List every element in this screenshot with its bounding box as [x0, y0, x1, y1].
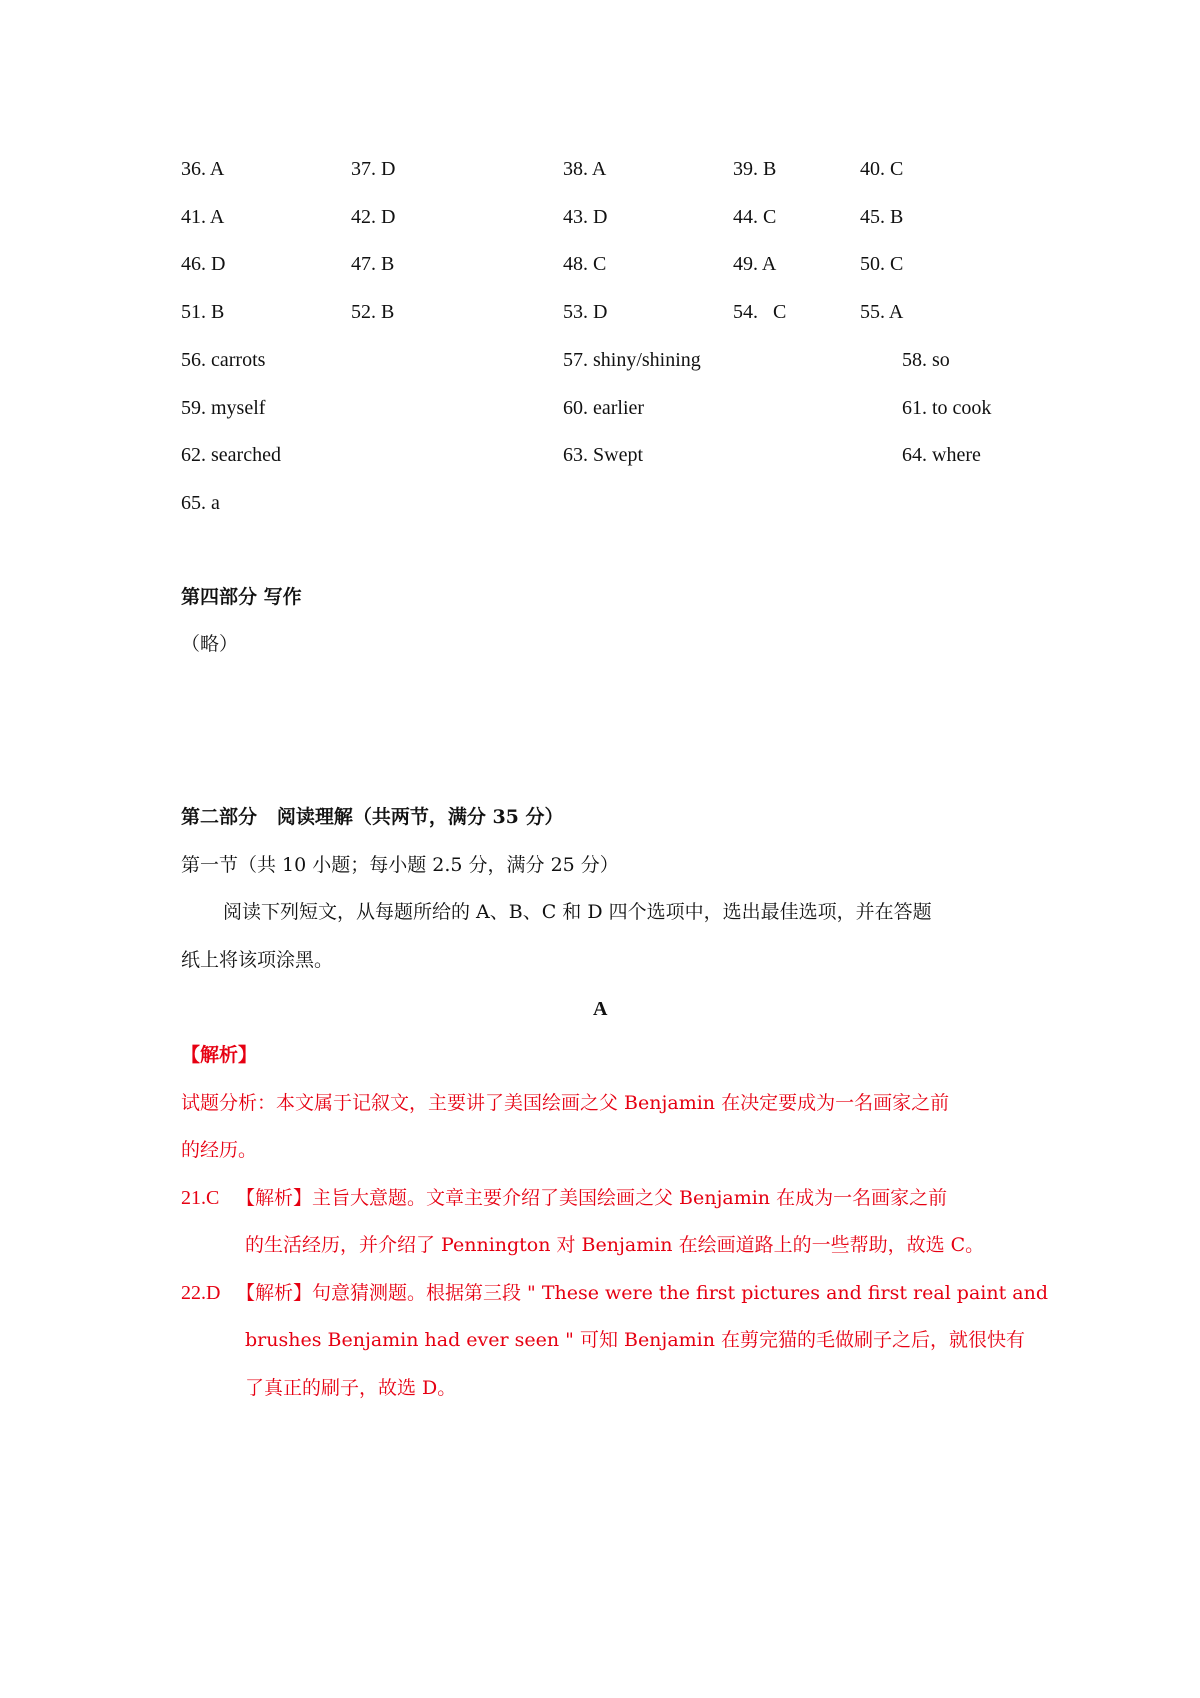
answer-46: 46. D: [181, 253, 226, 275]
answer-42: 42. D: [351, 206, 396, 228]
answer-51: 51. B: [181, 301, 225, 323]
analysis-summary-line-1: 试题分析：本文属于记叙文，主要讲了美国绘画之父 Benjamin 在决定要成为一名画家之前: [181, 1092, 950, 1114]
answer-45: 45. B: [860, 206, 904, 228]
answer-50: 50. C: [860, 253, 904, 275]
answer-37: 37. D: [351, 158, 396, 180]
answer-40: 40. C: [860, 158, 904, 180]
answer-60: 60. earlier: [563, 397, 645, 419]
answer-61: 61. to cook: [902, 397, 992, 419]
q22-line-3: 了真正的刷子，故选 D。: [245, 1377, 457, 1399]
answer-41: 41. A: [181, 206, 225, 228]
answer-44: 44. C: [733, 206, 777, 228]
answer-43: 43. D: [563, 206, 608, 228]
answer-58: 58. so: [902, 349, 950, 371]
analysis-summary-line-2: 的经历。: [181, 1139, 258, 1161]
answer-36: 36. A: [181, 158, 225, 180]
analysis-header: 【解析】: [181, 1044, 258, 1066]
answer-39: 39. B: [733, 158, 777, 180]
answer-62: 62. searched: [181, 444, 281, 466]
section1-title: 第一节（共 10 小题；每小题 2.5 分，满分 25 分）: [181, 854, 619, 876]
passage-label: A: [593, 998, 608, 1020]
q21-line-1: 【解析】主旨大意题。文章主要介绍了美国绘画之父 Benjamin 在成为一名画家之前: [236, 1187, 948, 1209]
q22-line-2: brushes Benjamin had ever seen " 可知 Benjamin 在剪完猫的毛做刷子之后，就很快有: [245, 1329, 1026, 1351]
instruction-line-2: 纸上将该项涂黑。: [181, 949, 334, 971]
q22-line-1: 【解析】句意猜测题。根据第三段 " These were the first pictures and first real paint and: [236, 1282, 1049, 1304]
q21-line-2: 的生活经历，并介绍了 Pennington 对 Benjamin 在绘画道路上的一些帮助，故选 C。: [245, 1234, 985, 1256]
part2-title: 第二部分 阅读理解（共两节，满分 35 分）: [181, 806, 564, 828]
answer-64: 64. where: [902, 444, 981, 466]
answer-57: 57. shiny/shining: [563, 349, 701, 371]
answer-65: 65. a: [181, 492, 220, 514]
answer-38: 38. A: [563, 158, 607, 180]
answer-59: 59. myself: [181, 397, 266, 419]
answer-47: 47. B: [351, 253, 395, 275]
answer-53: 53. D: [563, 301, 608, 323]
q21-number: 21.C: [181, 1187, 220, 1209]
instruction-line-1: 阅读下列短文，从每题所给的 A、B、C 和 D 四个选项中，选出最佳选项，并在答题: [223, 901, 932, 923]
answer-55: 55. A: [860, 301, 904, 323]
answer-63: 63. Swept: [563, 444, 643, 466]
q22-number: 22.D: [181, 1282, 221, 1304]
answer-48: 48. C: [563, 253, 607, 275]
part4-title: 第四部分 写作: [181, 586, 302, 608]
answer-52: 52. B: [351, 301, 395, 323]
answer-56: 56. carrots: [181, 349, 266, 371]
answer-49: 49. A: [733, 253, 777, 275]
answer-54: 54. C: [733, 301, 787, 323]
part4-note: （略）: [181, 633, 239, 655]
